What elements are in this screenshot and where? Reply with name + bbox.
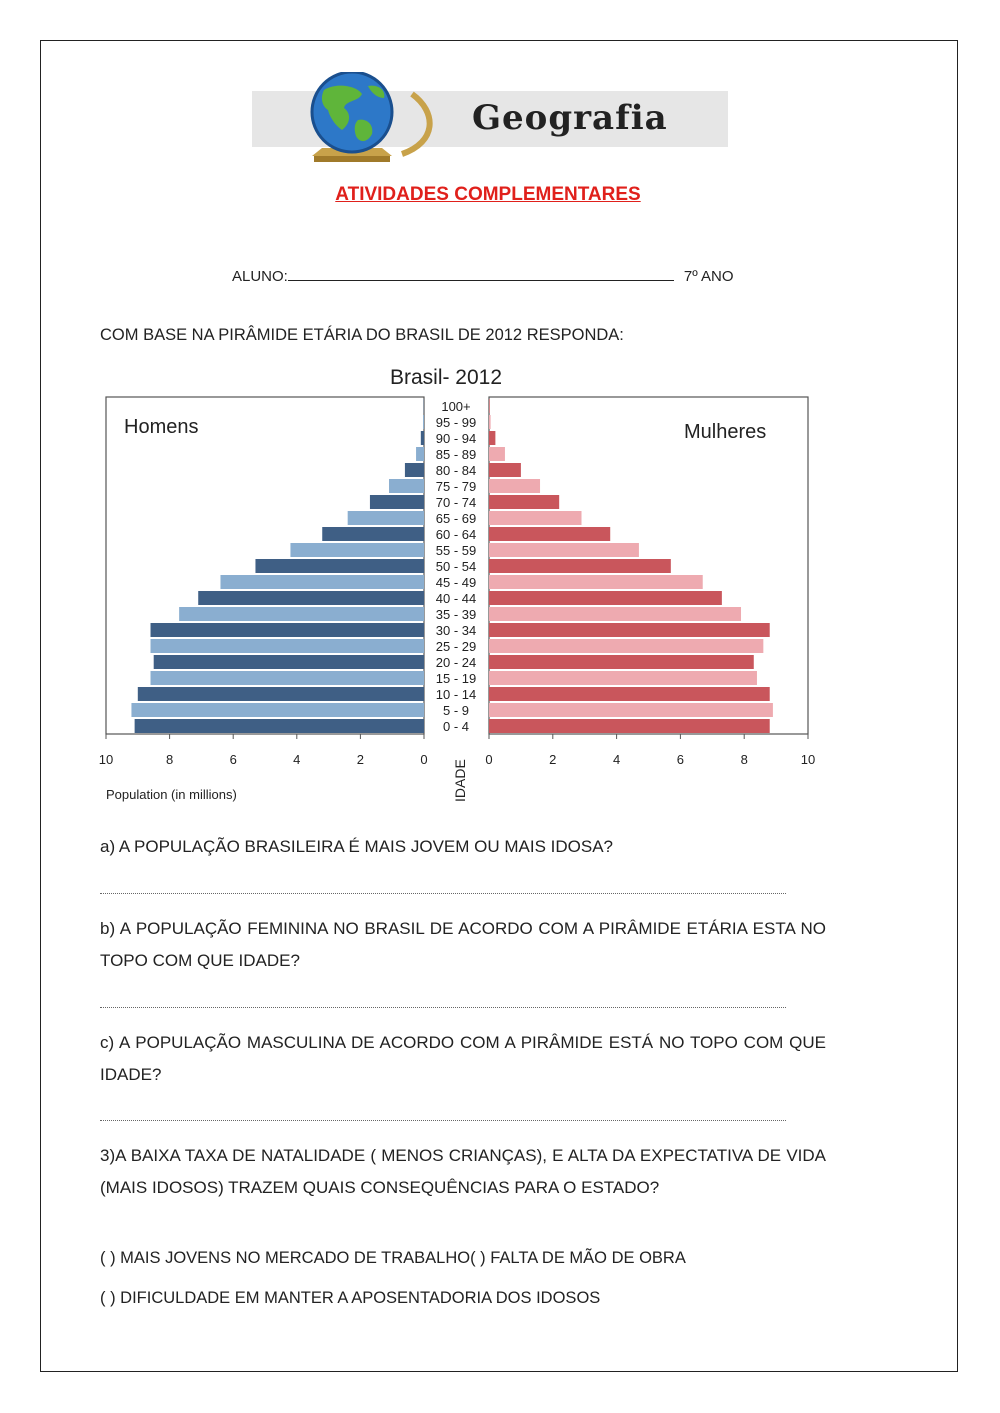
bar-women-20 — [489, 399, 490, 413]
bar-women-6 — [489, 623, 770, 637]
globe-icon — [262, 72, 452, 164]
question-3: 3)A BAIXA TAXA DE NATALIDADE ( MENOS CRIANÇAS), E ALTA DA EXPECTATIVA DE VIDA (MAIS IDOSOS) TRAZEM QUAIS CONSEQUÊNCIAS PARA O ESTADO? — [100, 1146, 826, 1197]
bar-men-4 — [154, 655, 424, 669]
option-row-1 — [100, 1249, 686, 1268]
bar-women-13 — [489, 511, 582, 525]
instruction-text: COM BASE NA PIRÂMIDE ETÁRIA DO BRASIL DE 2012 RESPONDA: — [100, 326, 624, 344]
bar-men-19 — [423, 415, 424, 429]
x-tick-label-women: 8 — [740, 752, 748, 767]
option-labor-shortage[interactable]: ( ) FALTA DE MÃO DE OBRA — [470, 1249, 686, 1267]
age-group-label: 10 - 14 — [435, 687, 477, 702]
option-pension-difficulty[interactable]: ( ) DIFICULDADE EM MANTER A APOSENTADORIA DOS IDOSOS — [100, 1289, 601, 1307]
age-group-label: 0 - 4 — [442, 719, 470, 734]
x-tick-label-men: 2 — [356, 752, 365, 767]
age-group-label: 35 - 39 — [435, 607, 477, 622]
x-tick-label-men: 4 — [293, 752, 301, 767]
bar-women-9 — [489, 575, 703, 589]
question-c: c) A POPULAÇÃO MASCULINA DE ACORDO COM A PIRÂMIDE ESTÁ NO TOPO COM QUE IDADE? — [100, 1033, 826, 1084]
age-group-label: 15 - 19 — [435, 671, 477, 686]
bar-women-14 — [489, 495, 559, 509]
bar-women-4 — [489, 655, 754, 669]
bar-men-12 — [322, 527, 424, 541]
bar-women-19 — [489, 415, 491, 429]
bar-women-5 — [489, 639, 763, 653]
age-group-label: 40 - 44 — [435, 591, 477, 606]
bar-men-5 — [151, 639, 424, 653]
bar-women-0 — [489, 719, 770, 733]
age-group-label: 80 - 84 — [435, 463, 477, 478]
x-tick-label-men: 6 — [229, 752, 237, 767]
age-group-label: 90 - 94 — [435, 431, 477, 446]
x-tick-label-men: 0 — [420, 752, 428, 767]
bar-men-14 — [370, 495, 424, 509]
x-tick-label-women: 4 — [612, 752, 621, 767]
x-tick-label-men: 8 — [165, 752, 174, 767]
age-group-label: 25 - 29 — [435, 639, 477, 654]
bar-men-1 — [131, 703, 424, 717]
y-axis-label: IDADE — [452, 759, 468, 802]
bar-women-2 — [489, 687, 770, 701]
age-group-label: 60 - 64 — [435, 527, 477, 542]
bar-men-2 — [138, 687, 424, 701]
women-label: Mulheres — [684, 421, 767, 443]
option-row-2 — [100, 1289, 600, 1308]
age-group-label: 75 - 79 — [435, 479, 477, 494]
bar-women-16 — [489, 463, 521, 477]
bar-men-0 — [135, 719, 424, 733]
age-group-label: 85 - 89 — [435, 447, 477, 462]
age-group-label: 30 - 34 — [435, 623, 477, 638]
age-group-label: 65 - 69 — [435, 511, 477, 526]
bar-women-3 — [489, 671, 757, 685]
bar-men-18 — [421, 431, 424, 445]
x-tick-label-women: 2 — [549, 752, 557, 767]
bar-men-15 — [389, 479, 424, 493]
aluno-label: ALUNO: — [232, 268, 288, 285]
bar-men-8 — [198, 591, 424, 605]
age-group-label: 50 - 54 — [435, 559, 477, 574]
student-name-line — [232, 266, 734, 285]
bar-women-1 — [489, 703, 773, 717]
x-tick-label-women: 10 — [800, 752, 816, 767]
page-title — [0, 184, 976, 206]
bar-men-6 — [151, 623, 424, 637]
men-label: Homens — [124, 416, 199, 438]
bar-men-7 — [179, 607, 424, 621]
option-more-young-workers[interactable]: ( ) MAIS JOVENS NO MERCADO DE TRABALHO — [100, 1249, 471, 1267]
bar-women-10 — [489, 559, 671, 573]
grade-label: 7º ANO — [683, 268, 734, 285]
age-group-label: 95 - 99 — [435, 415, 477, 430]
question-a: a) A POPULAÇÃO BRASILEIRA É MAIS JOVEM OU MAIS IDOSA? — [100, 837, 613, 856]
bar-men-16 — [405, 463, 424, 477]
bar-women-17 — [489, 447, 505, 461]
x-tick-label-women: 0 — [485, 752, 493, 767]
x-tick-label-men: 10 — [98, 752, 114, 767]
logo-title: Geografia — [472, 98, 668, 138]
bar-women-8 — [489, 591, 722, 605]
bar-men-13 — [348, 511, 424, 525]
age-group-label: 5 - 9 — [442, 703, 470, 718]
bar-women-18 — [489, 431, 495, 445]
bar-women-15 — [489, 479, 540, 493]
answer-line-a[interactable] — [100, 893, 786, 894]
age-group-label: 100+ — [441, 399, 471, 414]
age-group-label: 20 - 24 — [435, 655, 477, 670]
bar-men-3 — [151, 671, 424, 685]
bar-men-17 — [416, 447, 424, 461]
bar-women-12 — [489, 527, 610, 541]
x-axis-label: Population (in millions) — [106, 787, 237, 802]
x-tick-label-women: 6 — [676, 752, 685, 767]
answer-line-b[interactable] — [100, 1007, 786, 1008]
page-title-text: ATIVIDADES COMPLEMENTARES — [335, 184, 641, 205]
age-group-label: 55 - 59 — [435, 543, 477, 558]
bar-women-7 — [489, 607, 741, 621]
bar-men-11 — [290, 543, 424, 557]
age-group-label: 45 - 49 — [435, 575, 477, 590]
geografia-logo — [252, 72, 728, 164]
population-pyramid-chart — [98, 360, 822, 810]
bar-men-10 — [255, 559, 424, 573]
bar-men-9 — [220, 575, 424, 589]
answer-line-c[interactable] — [100, 1120, 786, 1121]
student-name-blank[interactable] — [288, 266, 674, 281]
bar-women-11 — [489, 543, 639, 557]
chart-title: Brasil- 2012 — [389, 366, 503, 389]
age-group-label: 70 - 74 — [435, 495, 477, 510]
question-b: b) A POPULAÇÃO FEMININA NO BRASIL DE ACORDO COM A PIRÂMIDE ETÁRIA ESTA NO TOPO COM QUE IDADE? — [100, 919, 826, 970]
